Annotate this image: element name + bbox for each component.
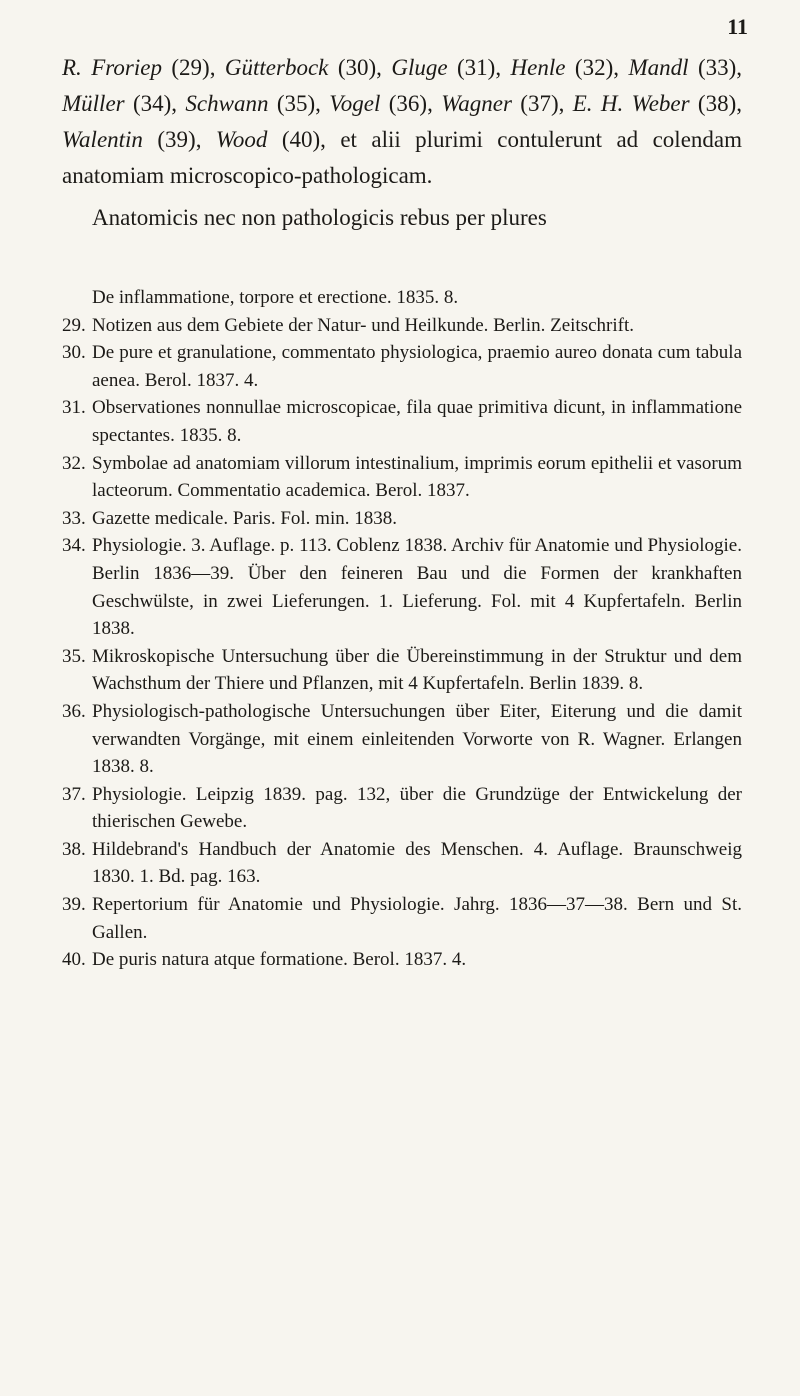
- footnote-text: Gazette medicale. Paris. Fol. min. 1838.: [92, 507, 397, 529]
- page-number: 11: [727, 14, 748, 39]
- author-citation: [225, 55, 376, 80]
- footnote-number: 39.: [62, 894, 86, 916]
- author-name: Henle: [510, 55, 566, 80]
- footnote-text: Notizen aus dem Gebiete der Natur- und Heilkunde. Berlin. Zeitschrift.: [92, 314, 635, 336]
- author-name: Walentin: [62, 127, 143, 152]
- author-citation: [573, 91, 737, 116]
- author-name: Schwann: [185, 91, 269, 116]
- author-list: R. Froriep (29), Gütterbock (30), Gluge (31), Henle (32), Mandl (33), Müller (34), Schwann (35), Vogel (36), Wagner (37), E. H. Weber (38), Walentin (39), Wood (40),: [62, 55, 743, 152]
- footnote-text: De puris natura atque formatione. Berol. 1837. 4.: [92, 949, 467, 971]
- footnote-item: [62, 781, 742, 836]
- footnote-text: Mikroskopische Untersuchung über die Übereinstimmung in der Struktur und dem Wachsthum der Thiere und Pflanzen, mit 4 Kupfertafeln. Berlin 1839. 8.: [92, 645, 742, 695]
- footnote-item: [62, 836, 742, 891]
- footnote-number: 33.: [62, 507, 86, 529]
- author-citation: [628, 55, 736, 80]
- author-ref-number: (37): [511, 91, 559, 116]
- author-name: Vogel: [329, 91, 381, 116]
- footnote-number: 30.: [62, 342, 86, 364]
- footnote-text: Observationes nonnullae microscopicae, fila quae primitiva dicunt, in inflammatione spectantes. 1835. 8.: [92, 397, 742, 446]
- author-ref-number: (40): [267, 127, 321, 152]
- author-name: Gluge: [391, 55, 448, 80]
- footnote-text: Physiologie. 3. Auflage. p. 113. Coblenz 1838. Archiv für Anatomie und Physiologie. Berlin 1836—39. Über den feineren Bau und die Formen der krankhaften Geschwülste, in zwei Lieferungen. 1. Lieferung. Fol. mit 4 Kupfertafeln. Berlin 1838.: [92, 535, 742, 640]
- footnote-item: [62, 505, 742, 533]
- intro-tail: et alii plurimi contulerunt ad colendam anatomiam microscopico-pathologicam.: [62, 127, 743, 188]
- intro-paragraph: [62, 0, 742, 194]
- footnote-text: Repertorium für Anatomie und Physiologie. Jahrg. 1836—37—38. Bern und St. Gallen.: [92, 894, 742, 943]
- author-citation: [185, 91, 315, 116]
- footnote-item: [62, 946, 742, 974]
- footnote-text: De inflammatione, torpore et erectione. 1835. 8.: [92, 287, 459, 308]
- author-ref-number: (35): [268, 91, 316, 116]
- footnote-text: Physiologisch-pathologische Untersuchungen über Eiter, Eiterung und die damit verwandten Vorgänge, mit einem einleitenden Vorworte von R. Wagner. Erlangen 1838. 8.: [92, 700, 742, 778]
- author-name: Wagner: [441, 91, 512, 116]
- footnote-number: 34.: [62, 535, 86, 557]
- footnote-text: Physiologie. Leipzig 1839. pag. 132, über die Grundzüge der Entwickelung der thierischen Gewebe.: [92, 783, 742, 833]
- author-citation: [511, 55, 614, 80]
- footnote-number: 40.: [62, 949, 86, 971]
- footnote-number: 35.: [62, 645, 86, 667]
- footnote-number: 31.: [62, 397, 86, 419]
- author-name: Gütterbock: [224, 55, 329, 80]
- author-citation: [391, 55, 495, 80]
- footnote-item: [62, 891, 742, 946]
- author-ref-number: (36): [380, 91, 428, 116]
- author-name: Wood: [215, 127, 268, 152]
- footnote-number: 32.: [62, 452, 86, 474]
- footnote-number: 37.: [62, 783, 86, 805]
- author-name: E. H. Weber: [572, 91, 690, 116]
- author-citation: [62, 91, 171, 116]
- footnote-number: 36.: [62, 700, 86, 722]
- footnote-item: [62, 532, 742, 642]
- author-ref-number: (33): [688, 55, 737, 80]
- author-ref-number: (34): [124, 91, 172, 116]
- footnote-item: [62, 698, 742, 781]
- footnote-item: [62, 394, 742, 449]
- section-heading: Anatomicis nec non pathologicis rebus per plures: [92, 205, 547, 230]
- author-citation: [329, 91, 427, 116]
- author-ref-number: (31): [447, 55, 496, 80]
- author-ref-number: (38): [689, 91, 737, 116]
- author-ref-number: (32): [565, 55, 614, 80]
- footnote-continuation: [62, 284, 742, 312]
- footnote-list: [62, 312, 742, 974]
- footnote-item: [62, 643, 742, 698]
- footnote-text: Symbolae ad anatomiam villorum intestinalium, imprimis eorum epithelii et vasorum lacteorum. Commentatio academica. Berol. 1837.: [92, 452, 742, 502]
- author-citation: [62, 55, 210, 80]
- author-name: Mandl: [628, 55, 689, 80]
- author-ref-number: (30): [328, 55, 377, 80]
- author-citation: [62, 127, 196, 152]
- footnote-text: De pure et granulatione, commentato physiologica, praemio aureo donata cum tabula aenea. Berol. 1837. 4.: [92, 342, 742, 391]
- footnote-item: [62, 339, 742, 394]
- footnote-item: [62, 312, 742, 340]
- footnote-item: [62, 450, 742, 505]
- footnotes: [62, 284, 742, 974]
- author-name: R. Froriep: [62, 55, 162, 80]
- author-citation: [441, 91, 558, 116]
- author-ref-number: (29): [161, 55, 210, 80]
- footnote-number: 29.: [62, 314, 86, 336]
- spacer: [62, 236, 742, 284]
- footnote-text: Hildebrand's Handbuch der Anatomie des Menschen. 4. Auflage. Braunschweig 1830. 1. Bd. pag. 163.: [92, 838, 742, 888]
- author-name: Müller: [62, 91, 125, 116]
- author-ref-number: (39): [142, 127, 196, 152]
- author-citation: [216, 127, 320, 152]
- footnote-number: 38.: [62, 838, 86, 860]
